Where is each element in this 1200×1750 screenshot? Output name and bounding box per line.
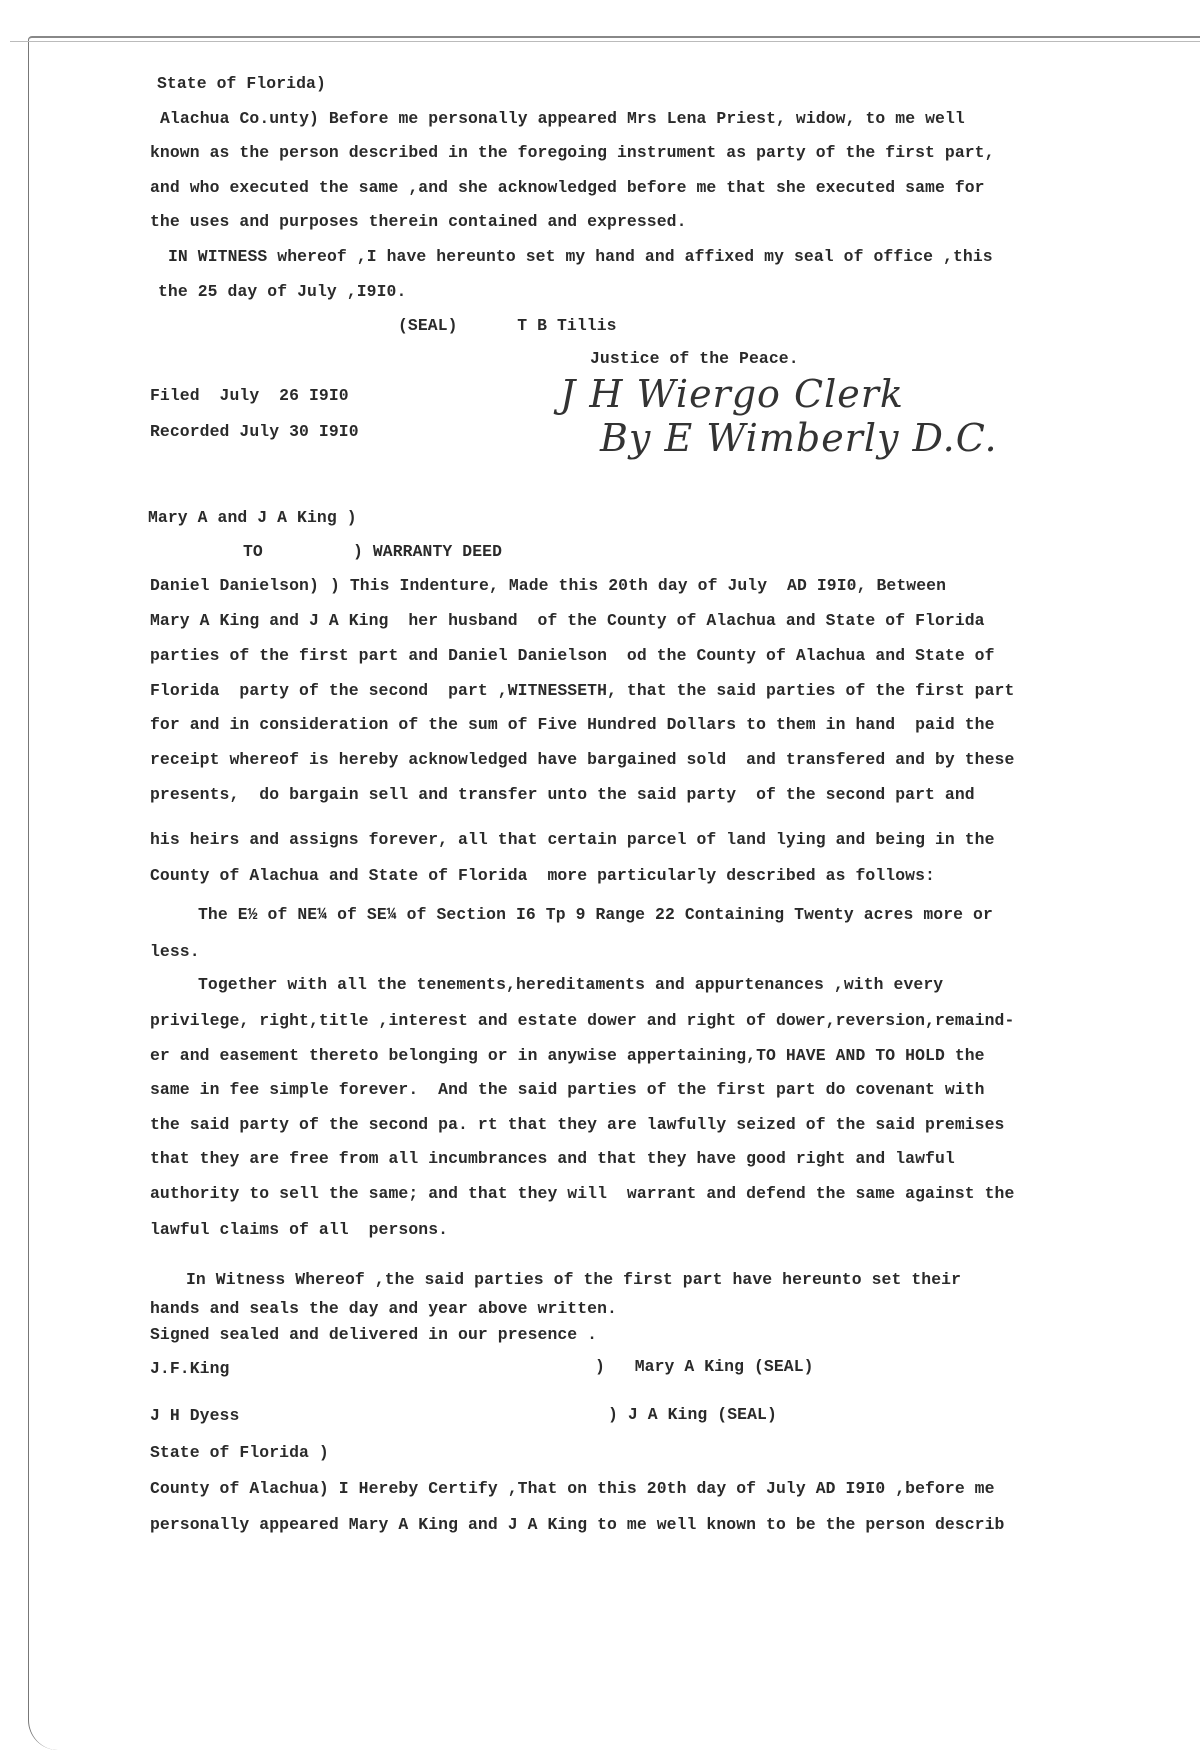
deed-line: the said party of the second pa. rt that they are lawfully seized of the said premises	[150, 1115, 1005, 1134]
filed-date: Filed July 26 I9I0	[150, 386, 349, 405]
signer-name: ) Mary A King (SEAL)	[595, 1357, 814, 1376]
deed-line: er and easement thereto belonging or in anywise appertaining,TO HAVE AND TO HOLD the	[150, 1046, 985, 1065]
grantee: Daniel Danielson)	[150, 576, 319, 595]
page-edge-line	[10, 41, 1200, 42]
witness-clause: Signed sealed and delivered in our presence .	[150, 1325, 598, 1344]
ack2-line: County of Alachua) I Hereby Certify ,That on this 20th day of July AD I9I0 ,before me	[150, 1479, 995, 1498]
witness-clause: hands and seals the day and year above written.	[150, 1299, 617, 1318]
deed-type: ) WARRANTY DEED	[353, 542, 503, 561]
witness-clause: In Witness Whereof ,the said parties of the first part have hereunto set their	[186, 1270, 962, 1289]
ack-witness-line: IN WITNESS whereof ,I have hereunto set my hand and affixed my seal of office ,this	[168, 247, 993, 266]
deed-line: County of Alachua and State of Florida more particularly described as follows:	[150, 866, 935, 885]
deed-line: Together with all the tenements,hereditaments and appurtenances ,with every	[198, 975, 944, 994]
deed-line: less.	[150, 942, 200, 961]
deed-line: Florida party of the second part ,WITNESSETH, that the said parties of the first part	[150, 681, 1015, 700]
deputy-clerk-signature: By E Wimberly D.C.	[600, 416, 998, 460]
witness-name: J.F.King	[150, 1359, 230, 1378]
deed-line: Mary A King and J A King her husband of the County of Alachua and State of Florida	[150, 611, 985, 630]
land-description: The E½ of NE¼ of SE¼ of Section I6 Tp 9 Range 22 Containing Twenty acres more or	[198, 905, 993, 924]
ack2-state: State of Florida )	[150, 1443, 329, 1462]
deed-line: presents, do bargain sell and transfer unto the said party of the second part and	[150, 785, 975, 804]
seal-signature-line: (SEAL) T B Tillis	[398, 316, 617, 335]
ack-line: the uses and purposes therein contained and expressed.	[150, 212, 687, 231]
ack2-line: personally appeared Mary A King and J A King to me well known to be the person describ	[150, 1515, 1005, 1534]
to-label: TO	[243, 542, 263, 561]
deed-line: ) This Indenture, Made this 20th day of July AD I9I0, Between	[330, 576, 947, 595]
ack-line: and who executed the same ,and she acknowledged before me that she executed same for	[150, 178, 985, 197]
deed-line: lawful claims of all persons.	[150, 1220, 449, 1239]
deed-line: parties of the first part and Daniel Danielson od the County of Alachua and State of	[150, 646, 995, 665]
deed-line: that they are free from all incumbrances and that they have good right and lawful	[150, 1149, 955, 1168]
deed-line: his heirs and assigns forever, all that certain parcel of land lying and being in the	[150, 830, 995, 849]
deed-line: receipt whereof is hereby acknowledged have bargained sold and transfered and by these	[150, 750, 1015, 769]
clerk-signature: J H Wiergo Clerk	[560, 372, 904, 416]
ack-line: known as the person described in the foregoing instrument as party of the first part,	[150, 143, 995, 162]
deed-line: same in fee simple forever. And the said parties of the first part do covenant with	[150, 1080, 985, 1099]
recorded-date: Recorded July 30 I9I0	[150, 422, 359, 441]
deed-line: authority to sell the same; and that they will warrant and defend the same against the	[150, 1184, 1015, 1203]
deed-line: for and in consideration of the sum of Five Hundred Dollars to them in hand paid the	[150, 715, 995, 734]
ack-date-line: the 25 day of July ,I9I0.	[158, 282, 407, 301]
grantor: Mary A and J A King )	[148, 508, 357, 527]
signer-name: ) J A King (SEAL)	[608, 1405, 777, 1424]
deed-line: privilege, right,title ,interest and estate dower and right of dower,reversion,remaind-	[150, 1011, 1015, 1030]
ack-state: State of Florida)	[157, 74, 326, 93]
ack-line: Alachua Co.unty) Before me personally appeared Mrs Lena Priest, widow, to me well	[160, 109, 965, 128]
witness-name: J H Dyess	[150, 1406, 240, 1425]
justice-title: Justice of the Peace.	[590, 349, 799, 368]
